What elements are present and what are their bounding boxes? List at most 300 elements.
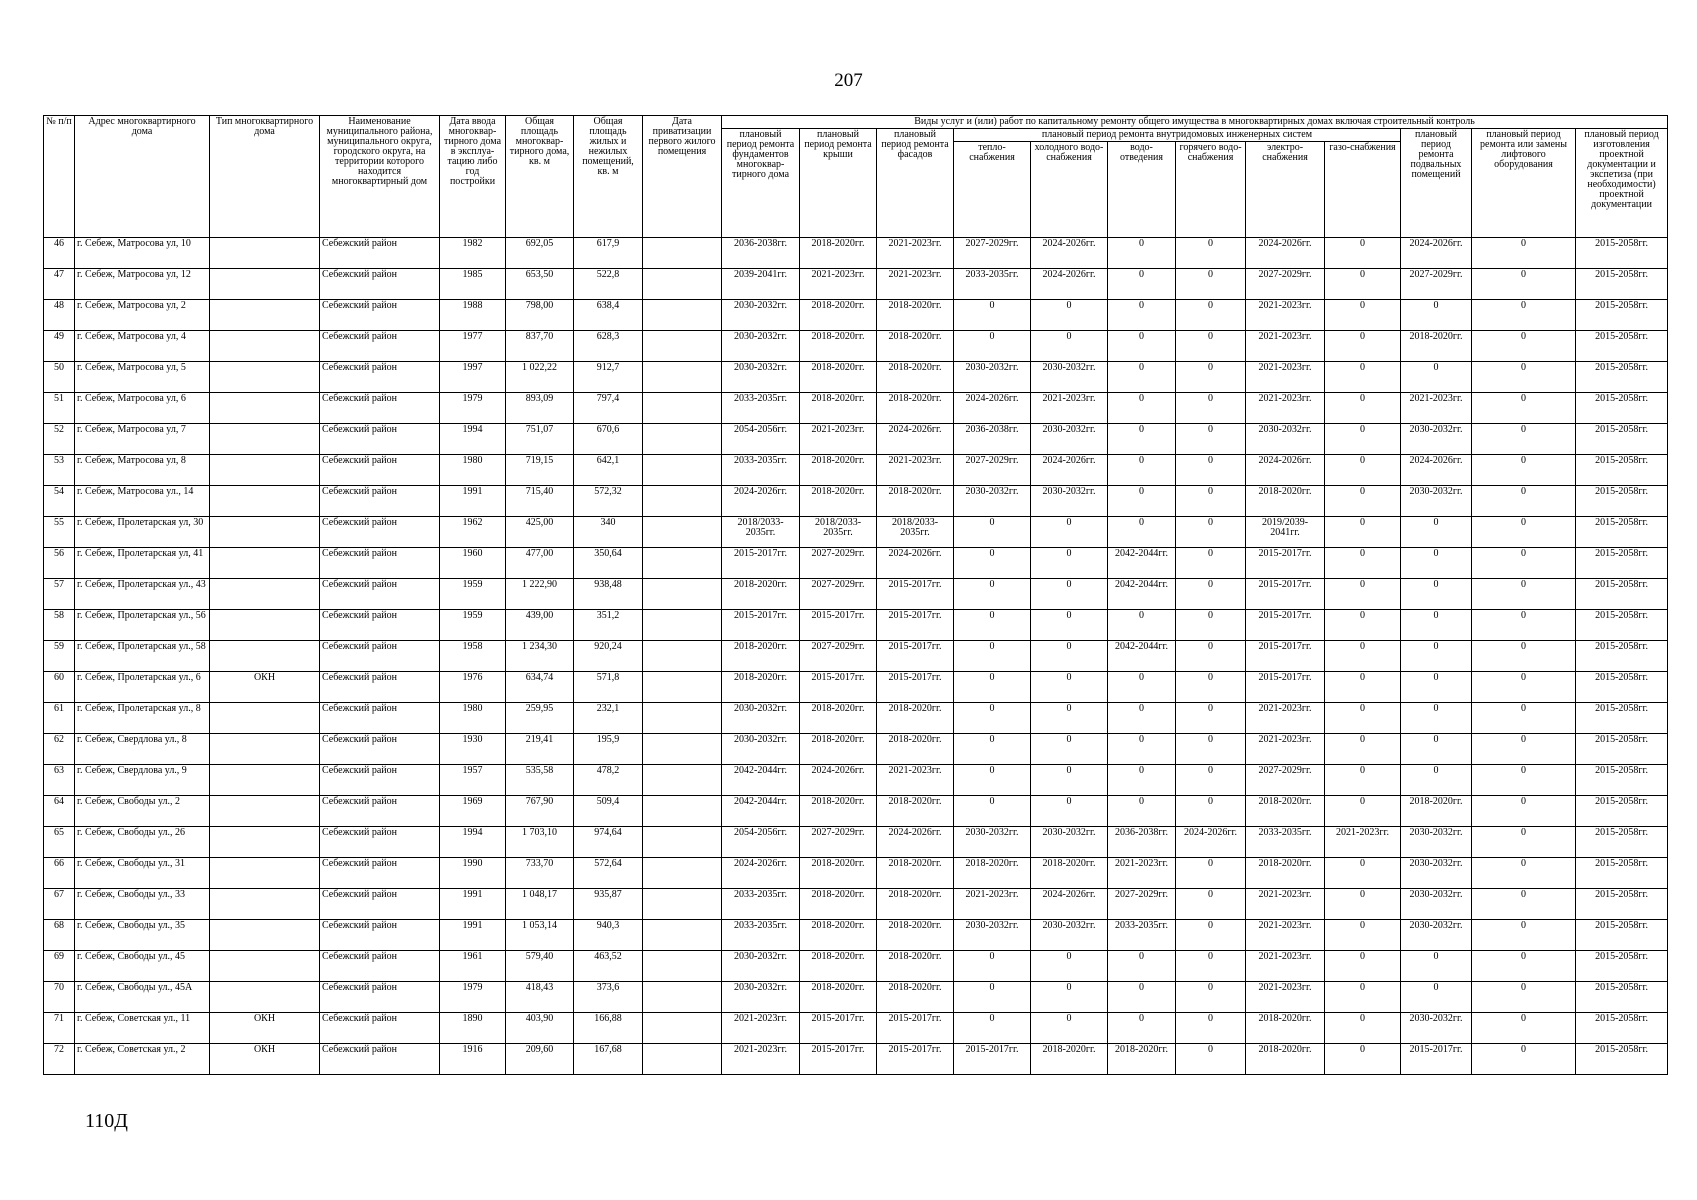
row-elevator: 0	[1472, 579, 1576, 610]
row-design: 2015-2058гг.	[1576, 982, 1668, 1013]
row-roof: 2018-2020гг.	[800, 703, 877, 734]
row-municipality: Себежский район	[320, 982, 440, 1013]
header-privatization: Дата приватизации первого жилого помещения	[643, 116, 722, 238]
row-num: 51	[44, 393, 75, 424]
row-basement: 2030-2032гг.	[1401, 827, 1472, 858]
row-roof: 2027-2029гг.	[800, 641, 877, 672]
row-privatization	[643, 827, 722, 858]
row-heat: 2033-2035гг.	[954, 269, 1031, 300]
row-elevator: 0	[1472, 269, 1576, 300]
row-foundation: 2018/2033-2035гг.	[722, 517, 800, 548]
row-design: 2015-2058гг.	[1576, 486, 1668, 517]
row-sewer: 0	[1108, 796, 1176, 827]
row-year: 1988	[440, 300, 506, 331]
table-row	[44, 548, 1668, 579]
row-address: г. Себеж, Свободы ул., 2	[75, 796, 210, 827]
row-num: 57	[44, 579, 75, 610]
row-privatization	[643, 455, 722, 486]
row-living-area: 351,2	[574, 610, 643, 641]
row-design: 2015-2058гг.	[1576, 858, 1668, 889]
row-privatization	[643, 424, 722, 455]
row-living-area: 938,48	[574, 579, 643, 610]
row-facade: 2018-2020гг.	[877, 982, 954, 1013]
row-basement: 0	[1401, 982, 1472, 1013]
row-num: 64	[44, 796, 75, 827]
row-hot-water: 0	[1176, 672, 1246, 703]
row-hot-water: 0	[1176, 920, 1246, 951]
row-electric: 2027-2029гг.	[1246, 765, 1325, 796]
row-design: 2015-2058гг.	[1576, 765, 1668, 796]
row-facade: 2021-2023гг.	[877, 765, 954, 796]
row-basement: 2018-2020гг.	[1401, 331, 1472, 362]
table-row	[44, 331, 1668, 362]
row-privatization	[643, 517, 722, 548]
row-electric: 2021-2023гг.	[1246, 982, 1325, 1013]
row-cold-water: 2021-2023гг.	[1031, 393, 1108, 424]
row-electric: 2019/2039-2041гг.	[1246, 517, 1325, 548]
row-cold-water: 2030-2032гг.	[1031, 827, 1108, 858]
row-sewer: 2042-2044гг.	[1108, 641, 1176, 672]
row-facade: 2018-2020гг.	[877, 796, 954, 827]
row-municipality: Себежский район	[320, 362, 440, 393]
row-hot-water: 0	[1176, 796, 1246, 827]
row-elevator: 0	[1472, 982, 1576, 1013]
row-total-area: 418,43	[506, 982, 574, 1013]
row-hot-water: 0	[1176, 982, 1246, 1013]
row-heat: 0	[954, 517, 1031, 548]
row-gas: 0	[1325, 765, 1401, 796]
row-basement: 0	[1401, 703, 1472, 734]
row-num: 49	[44, 331, 75, 362]
row-type	[210, 424, 320, 455]
table-row	[44, 269, 1668, 300]
row-privatization	[643, 331, 722, 362]
row-type	[210, 641, 320, 672]
row-total-area: 579,40	[506, 951, 574, 982]
row-num: 47	[44, 269, 75, 300]
row-living-area: 463,52	[574, 951, 643, 982]
row-sewer: 2036-2038гг.	[1108, 827, 1176, 858]
row-facade: 2018-2020гг.	[877, 951, 954, 982]
row-gas: 0	[1325, 362, 1401, 393]
row-foundation: 2030-2032гг.	[722, 331, 800, 362]
row-hot-water: 0	[1176, 1044, 1246, 1075]
row-foundation: 2030-2032гг.	[722, 300, 800, 331]
table-row	[44, 703, 1668, 734]
row-living-area: 912,7	[574, 362, 643, 393]
row-address: г. Себеж, Пролетарская ул., 6	[75, 672, 210, 703]
row-foundation: 2018-2020гг.	[722, 641, 800, 672]
row-address: г. Себеж, Пролетарская ул, 30	[75, 517, 210, 548]
row-privatization	[643, 889, 722, 920]
row-heat: 0	[954, 579, 1031, 610]
row-living-area: 572,32	[574, 486, 643, 517]
row-foundation: 2030-2032гг.	[722, 362, 800, 393]
row-municipality: Себежский район	[320, 579, 440, 610]
row-cold-water: 2024-2026гг.	[1031, 269, 1108, 300]
row-year: 1977	[440, 331, 506, 362]
row-cold-water: 2030-2032гг.	[1031, 920, 1108, 951]
row-elevator: 0	[1472, 610, 1576, 641]
row-design: 2015-2058гг.	[1576, 951, 1668, 982]
row-basement: 0	[1401, 300, 1472, 331]
row-heat: 0	[954, 331, 1031, 362]
row-total-area: 893,09	[506, 393, 574, 424]
row-living-area: 373,6	[574, 982, 643, 1013]
row-design: 2015-2058гг.	[1576, 424, 1668, 455]
row-design: 2015-2058гг.	[1576, 1044, 1668, 1075]
row-municipality: Себежский район	[320, 517, 440, 548]
row-gas: 0	[1325, 331, 1401, 362]
row-electric: 2018-2020гг.	[1246, 1013, 1325, 1044]
row-total-area: 259,95	[506, 703, 574, 734]
row-address: г. Себеж, Матросова ул., 14	[75, 486, 210, 517]
row-living-area: 572,64	[574, 858, 643, 889]
row-elevator: 0	[1472, 827, 1576, 858]
row-year: 1916	[440, 1044, 506, 1075]
row-heat: 2027-2029гг.	[954, 238, 1031, 269]
row-roof: 2018-2020гг.	[800, 889, 877, 920]
header-hot-water: горячего водо-снабжения	[1176, 142, 1246, 238]
row-electric: 2024-2026гг.	[1246, 455, 1325, 486]
row-roof: 2018-2020гг.	[800, 951, 877, 982]
row-electric: 2015-2017гг.	[1246, 672, 1325, 703]
row-gas: 0	[1325, 796, 1401, 827]
row-facade: 2015-2017гг.	[877, 610, 954, 641]
table-row	[44, 920, 1668, 951]
row-sewer: 0	[1108, 951, 1176, 982]
row-facade: 2024-2026гг.	[877, 827, 954, 858]
row-living-area: 974,64	[574, 827, 643, 858]
row-sewer: 0	[1108, 486, 1176, 517]
row-total-area: 634,74	[506, 672, 574, 703]
row-elevator: 0	[1472, 362, 1576, 393]
row-municipality: Себежский район	[320, 238, 440, 269]
row-electric: 2021-2023гг.	[1246, 920, 1325, 951]
row-design: 2015-2058гг.	[1576, 703, 1668, 734]
row-cold-water: 0	[1031, 548, 1108, 579]
row-elevator: 0	[1472, 920, 1576, 951]
row-heat: 0	[954, 982, 1031, 1013]
table-row	[44, 672, 1668, 703]
row-elevator: 0	[1472, 548, 1576, 579]
header-elevator: плановый период ремонта или замены лифтового оборудования	[1472, 129, 1576, 238]
table-row	[44, 579, 1668, 610]
row-basement: 2021-2023гг.	[1401, 393, 1472, 424]
row-year: 1991	[440, 486, 506, 517]
row-privatization	[643, 269, 722, 300]
row-elevator: 0	[1472, 517, 1576, 548]
row-sewer: 0	[1108, 610, 1176, 641]
row-gas: 0	[1325, 393, 1401, 424]
table-row	[44, 827, 1668, 858]
row-electric: 2021-2023гг.	[1246, 331, 1325, 362]
row-address: г. Себеж, Пролетарская ул., 43	[75, 579, 210, 610]
row-hot-water: 0	[1176, 269, 1246, 300]
row-year: 1959	[440, 579, 506, 610]
row-heat: 0	[954, 703, 1031, 734]
row-heat: 0	[954, 672, 1031, 703]
row-heat: 0	[954, 734, 1031, 765]
row-basement: 0	[1401, 765, 1472, 796]
row-gas: 0	[1325, 300, 1401, 331]
row-cold-water: 0	[1031, 641, 1108, 672]
row-gas: 0	[1325, 1044, 1401, 1075]
row-hot-water: 0	[1176, 424, 1246, 455]
row-basement: 0	[1401, 641, 1472, 672]
row-address: г. Себеж, Матросова ул, 4	[75, 331, 210, 362]
row-total-area: 1 022,22	[506, 362, 574, 393]
row-facade: 2018/2033-2035гг.	[877, 517, 954, 548]
capital-repair-table	[43, 115, 1668, 1075]
row-cold-water: 0	[1031, 1013, 1108, 1044]
row-total-area: 751,07	[506, 424, 574, 455]
row-num: 72	[44, 1044, 75, 1075]
row-type	[210, 393, 320, 424]
row-total-area: 733,70	[506, 858, 574, 889]
row-total-area: 425,00	[506, 517, 574, 548]
row-year: 1990	[440, 858, 506, 889]
row-living-area: 797,4	[574, 393, 643, 424]
row-heat: 0	[954, 765, 1031, 796]
row-hot-water: 0	[1176, 238, 1246, 269]
row-elevator: 0	[1472, 765, 1576, 796]
row-sewer: 0	[1108, 331, 1176, 362]
row-facade: 2015-2017гг.	[877, 641, 954, 672]
header-living-area: Общая площадь жилых и нежилых помещений, кв. м	[574, 116, 643, 238]
row-cold-water: 0	[1031, 579, 1108, 610]
row-address: г. Себеж, Свободы ул., 45	[75, 951, 210, 982]
row-gas: 0	[1325, 1013, 1401, 1044]
row-elevator: 0	[1472, 951, 1576, 982]
row-privatization	[643, 238, 722, 269]
row-facade: 2018-2020гг.	[877, 300, 954, 331]
row-facade: 2015-2017гг.	[877, 1013, 954, 1044]
row-year: 1957	[440, 765, 506, 796]
row-address: г. Себеж, Свободы ул., 35	[75, 920, 210, 951]
row-total-area: 837,70	[506, 331, 574, 362]
row-address: г. Себеж, Свободы ул., 33	[75, 889, 210, 920]
row-roof: 2015-2017гг.	[800, 1044, 877, 1075]
row-hot-water: 0	[1176, 641, 1246, 672]
row-foundation: 2033-2035гг.	[722, 889, 800, 920]
row-design: 2015-2058гг.	[1576, 889, 1668, 920]
row-living-area: 167,68	[574, 1044, 643, 1075]
row-living-area: 642,1	[574, 455, 643, 486]
row-design: 2015-2058гг.	[1576, 362, 1668, 393]
row-address: г. Себеж, Матросова ул, 5	[75, 362, 210, 393]
row-address: г. Себеж, Матросова ул, 6	[75, 393, 210, 424]
row-facade: 2018-2020гг.	[877, 486, 954, 517]
row-elevator: 0	[1472, 238, 1576, 269]
row-hot-water: 0	[1176, 703, 1246, 734]
row-gas: 0	[1325, 517, 1401, 548]
row-electric: 2021-2023гг.	[1246, 951, 1325, 982]
header-roof: плановый период ремонта крыши	[800, 129, 877, 238]
row-electric: 2030-2032гг.	[1246, 424, 1325, 455]
row-privatization	[643, 858, 722, 889]
row-address: г. Себеж, Пролетарская ул., 56	[75, 610, 210, 641]
row-foundation: 2033-2035гг.	[722, 393, 800, 424]
row-year: 1959	[440, 610, 506, 641]
row-privatization	[643, 486, 722, 517]
row-heat: 2030-2032гг.	[954, 827, 1031, 858]
row-basement: 2015-2017гг.	[1401, 1044, 1472, 1075]
row-year: 1969	[440, 796, 506, 827]
row-roof: 2015-2017гг.	[800, 1013, 877, 1044]
table-row	[44, 517, 1668, 548]
row-design: 2015-2058гг.	[1576, 827, 1668, 858]
row-heat: 0	[954, 610, 1031, 641]
row-municipality: Себежский район	[320, 393, 440, 424]
row-living-area: 195,9	[574, 734, 643, 765]
table-row	[44, 455, 1668, 486]
row-address: г. Себеж, Матросова ул, 12	[75, 269, 210, 300]
row-basement: 0	[1401, 362, 1472, 393]
row-gas: 0	[1325, 672, 1401, 703]
row-address: г. Себеж, Свердлова ул., 8	[75, 734, 210, 765]
row-year: 1991	[440, 889, 506, 920]
row-heat: 0	[954, 300, 1031, 331]
row-foundation: 2033-2035гг.	[722, 455, 800, 486]
row-cold-water: 2024-2026гг.	[1031, 455, 1108, 486]
row-foundation: 2018-2020гг.	[722, 579, 800, 610]
row-living-area: 232,1	[574, 703, 643, 734]
row-type	[210, 703, 320, 734]
row-design: 2015-2058гг.	[1576, 734, 1668, 765]
row-design: 2015-2058гг.	[1576, 796, 1668, 827]
row-privatization	[643, 641, 722, 672]
row-foundation: 2030-2032гг.	[722, 951, 800, 982]
row-electric: 2018-2020гг.	[1246, 796, 1325, 827]
row-foundation: 2030-2032гг.	[722, 982, 800, 1013]
row-foundation: 2015-2017гг.	[722, 610, 800, 641]
row-address: г. Себеж, Матросова ул, 7	[75, 424, 210, 455]
row-foundation: 2033-2035гг.	[722, 920, 800, 951]
row-privatization	[643, 920, 722, 951]
row-num: 55	[44, 517, 75, 548]
header-municipality: Наименование муниципального района, муниципального округа, городского округа, на территории которого находится многоквартирный дом	[320, 116, 440, 238]
row-municipality: Себежский район	[320, 1044, 440, 1075]
row-heat: 0	[954, 1013, 1031, 1044]
row-address: г. Себеж, Свободы ул., 26	[75, 827, 210, 858]
table-row	[44, 362, 1668, 393]
row-gas: 0	[1325, 734, 1401, 765]
row-facade: 2024-2026гг.	[877, 424, 954, 455]
row-cold-water: 0	[1031, 982, 1108, 1013]
header-cold-water: холодного водо-снабжения	[1031, 142, 1108, 238]
row-heat: 0	[954, 641, 1031, 672]
row-roof: 2018-2020гг.	[800, 362, 877, 393]
row-total-area: 1 222,90	[506, 579, 574, 610]
row-privatization	[643, 548, 722, 579]
row-num: 66	[44, 858, 75, 889]
row-basement: 2030-2032гг.	[1401, 1013, 1472, 1044]
row-municipality: Себежский район	[320, 641, 440, 672]
row-design: 2015-2058гг.	[1576, 238, 1668, 269]
row-elevator: 0	[1472, 455, 1576, 486]
table-row	[44, 982, 1668, 1013]
row-sewer: 0	[1108, 362, 1176, 393]
row-elevator: 0	[1472, 703, 1576, 734]
table-row	[44, 238, 1668, 269]
row-foundation: 2054-2056гг.	[722, 424, 800, 455]
row-living-area: 340	[574, 517, 643, 548]
row-gas: 0	[1325, 641, 1401, 672]
table-body	[44, 238, 1668, 1075]
row-electric: 2015-2017гг.	[1246, 641, 1325, 672]
row-basement: 2030-2032гг.	[1401, 424, 1472, 455]
row-municipality: Себежский район	[320, 424, 440, 455]
table-row	[44, 1044, 1668, 1075]
row-gas: 0	[1325, 920, 1401, 951]
row-privatization	[643, 362, 722, 393]
row-year: 1980	[440, 703, 506, 734]
row-gas: 2021-2023гг.	[1325, 827, 1401, 858]
row-elevator: 0	[1472, 331, 1576, 362]
row-electric: 2015-2017гг.	[1246, 548, 1325, 579]
table-row	[44, 486, 1668, 517]
row-facade: 2015-2017гг.	[877, 579, 954, 610]
row-hot-water: 0	[1176, 517, 1246, 548]
row-electric: 2015-2017гг.	[1246, 579, 1325, 610]
row-sewer: 2042-2044гг.	[1108, 579, 1176, 610]
row-facade: 2015-2017гг.	[877, 1044, 954, 1075]
row-num: 65	[44, 827, 75, 858]
page-number: 207	[834, 70, 863, 91]
row-sewer: 0	[1108, 765, 1176, 796]
row-type	[210, 920, 320, 951]
row-num: 54	[44, 486, 75, 517]
row-elevator: 0	[1472, 424, 1576, 455]
row-year: 1994	[440, 424, 506, 455]
header-design: плановый период изготовления проектной документации и экспетиза (при необходимости) проектной документации	[1576, 129, 1668, 238]
header-gas: газо-снабжения	[1325, 142, 1401, 238]
row-elevator: 0	[1472, 300, 1576, 331]
table-row	[44, 889, 1668, 920]
row-gas: 0	[1325, 455, 1401, 486]
row-hot-water: 0	[1176, 393, 1246, 424]
row-num: 71	[44, 1013, 75, 1044]
row-year: 1997	[440, 362, 506, 393]
row-cold-water: 2024-2026гг.	[1031, 238, 1108, 269]
row-design: 2015-2058гг.	[1576, 393, 1668, 424]
row-municipality: Себежский район	[320, 765, 440, 796]
row-address: г. Себеж, Матросова ул, 2	[75, 300, 210, 331]
row-basement: 2024-2026гг.	[1401, 238, 1472, 269]
row-total-area: 209,60	[506, 1044, 574, 1075]
row-design: 2015-2058гг.	[1576, 610, 1668, 641]
row-hot-water: 0	[1176, 889, 1246, 920]
row-roof: 2024-2026гг.	[800, 765, 877, 796]
row-facade: 2018-2020гг.	[877, 362, 954, 393]
row-roof: 2021-2023гг.	[800, 424, 877, 455]
row-living-area: 617,9	[574, 238, 643, 269]
row-design: 2015-2058гг.	[1576, 269, 1668, 300]
row-living-area: 920,24	[574, 641, 643, 672]
row-heat: 2030-2032гг.	[954, 486, 1031, 517]
row-hot-water: 0	[1176, 579, 1246, 610]
row-roof: 2018-2020гг.	[800, 238, 877, 269]
row-cold-water: 0	[1031, 734, 1108, 765]
row-foundation: 2024-2026гг.	[722, 486, 800, 517]
row-gas: 0	[1325, 548, 1401, 579]
row-foundation: 2024-2026гг.	[722, 858, 800, 889]
row-gas: 0	[1325, 951, 1401, 982]
row-type	[210, 331, 320, 362]
row-sewer: 0	[1108, 300, 1176, 331]
row-num: 68	[44, 920, 75, 951]
